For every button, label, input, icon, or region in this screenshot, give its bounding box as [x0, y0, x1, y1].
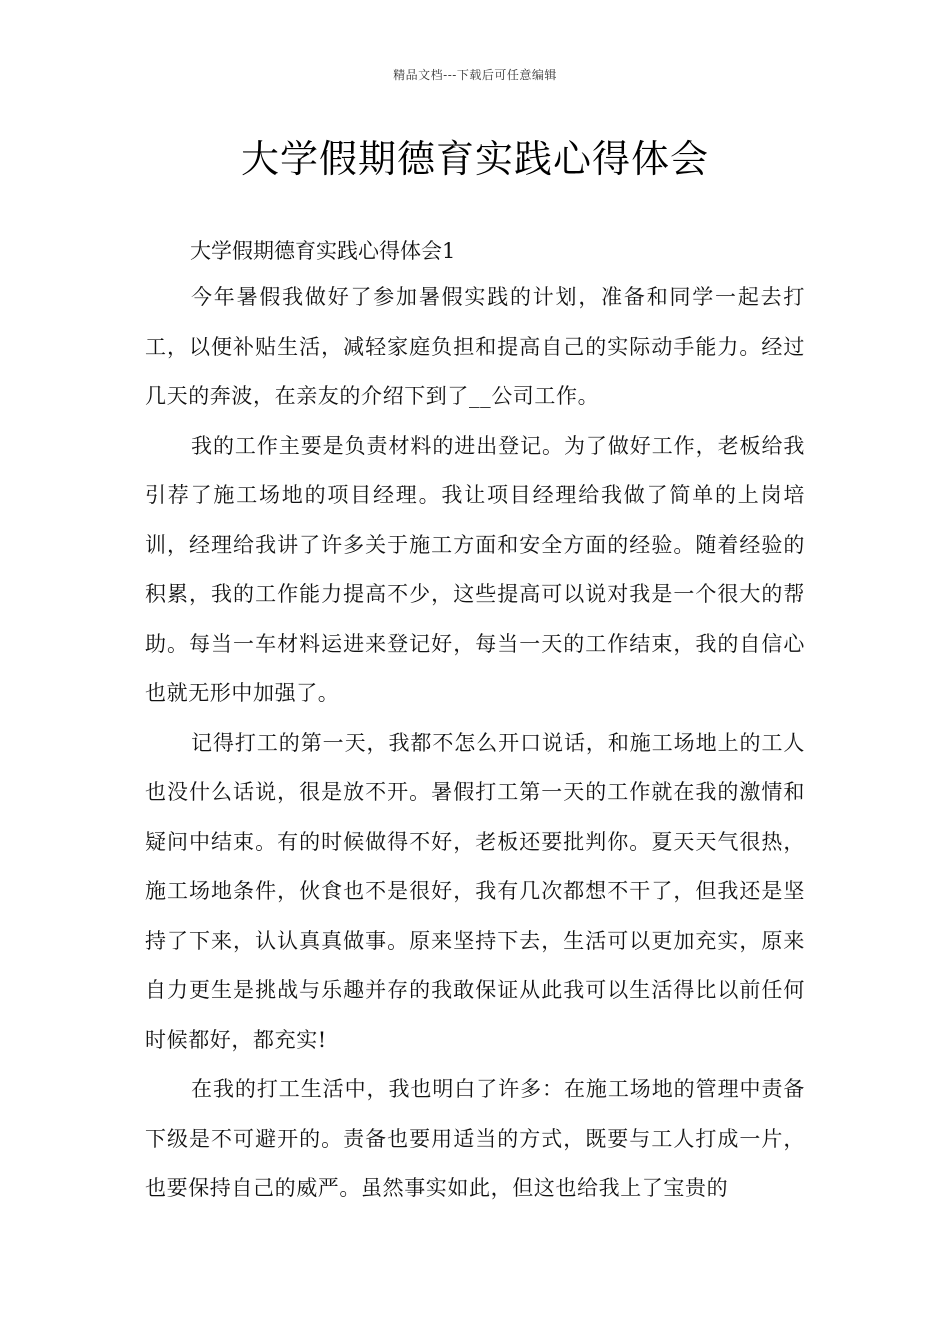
section-heading: 大学假期德育实践心得体会1 — [190, 239, 456, 263]
paragraph: 记得打工的第一天，我都不怎么开口说话，和施工场地上的工人也没什么话说，很是放不开。暑假打工第一天的工作就在我的激情和疑问中结束。有的时候做得不好，老板还要批判你。夏天天气很热，施工场地条件，伙食也不是很好，我有几次都想不干了，但我还是坚持了下来，认认真真做事。原来坚持下去，生活可以更加充实，原来自力更生是挑战与乐趣并存的我敢保证从此我可以生活得比以前任何时候都好，都充实! — [145, 730, 805, 1052]
paragraph: 今年暑假我做好了参加暑假实践的计划，准备和同学一起去打工，以便补贴生活，减轻家庭负担和提高自己的实际动手能力。经过几天的奔波，在亲友的介绍下到了__公司工作。 — [145, 285, 805, 408]
paragraph: 在我的打工生活中，我也明白了许多：在施工场地的管理中责备下级是不可避开的。责备也要用适当的方式，既要与工人打成一片，也要保持自己的威严。虽然事实如此，但这也给我上了宝贵的 — [145, 1077, 805, 1200]
body-text — [145, 273, 805, 1214]
header-note: 精品文档---下载后可任意编辑 — [393, 68, 557, 82]
paragraph: 我的工作主要是负责材料的进出登记。为了做好工作，老板给我引荐了施工场地的项目经理。我让项目经理给我做了简单的上岗培训，经理给我讲了许多关于施工方面和安全方面的经验。随着经验的积累，我的工作能力提高不少，这些提高可以说对我是一个很大的帮助。每当一车材料运进来登记好，每当一天的工作结束，我的自信心也就无形中加强了。 — [145, 433, 805, 705]
document-title: 大学假期德育实践心得体会 — [240, 137, 709, 181]
